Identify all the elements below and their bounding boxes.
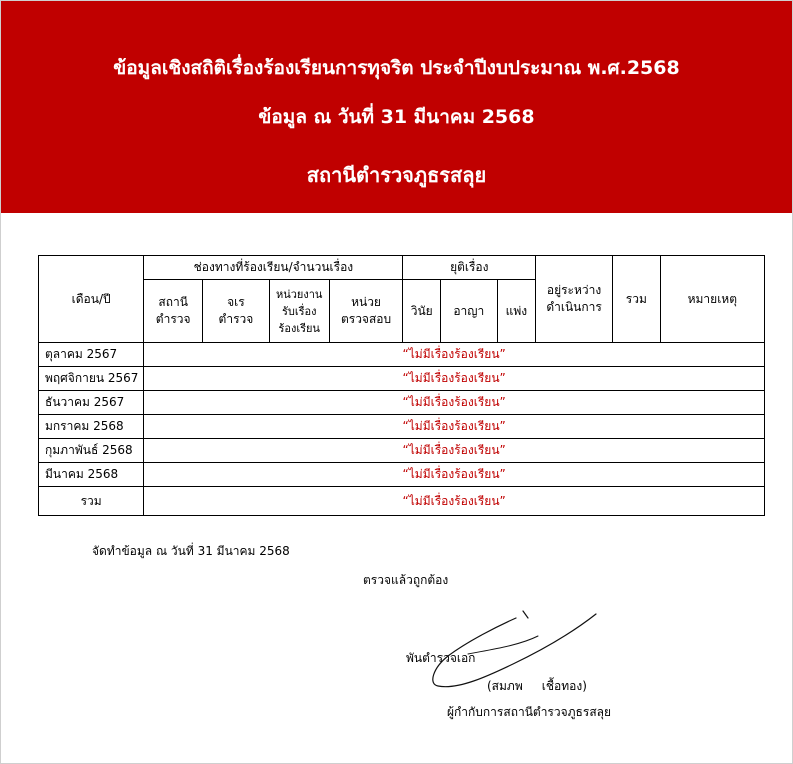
total-row [39, 487, 765, 516]
table-row [39, 415, 765, 439]
total-label: รวม [39, 487, 144, 516]
subheader-audit: หน่วย ตรวจสอบ [329, 280, 403, 343]
row-month: ธันวาคม 2567 [39, 391, 144, 415]
header-channels: ช่องทางที่ร้องเรียน/จำนวนเรื่อง [144, 256, 403, 280]
row-month: พฤศจิกายน 2567 [39, 367, 144, 391]
report-header [1, 1, 792, 213]
complaint-table [38, 255, 765, 516]
row-month: ตุลาคม 2567 [39, 343, 144, 367]
table-row [39, 439, 765, 463]
subheader-agency: หน่วยงาน รับเรื่อง ร้องเรียน [269, 280, 329, 343]
prepared-date: จัดทำข้อมูล ณ วันที่ 31 มีนาคม 2568 [92, 544, 290, 558]
row-month: มีนาคม 2568 [39, 463, 144, 487]
subheader-discipline: วินัย [403, 280, 440, 343]
header-remark: หมายเหตุ [660, 256, 764, 343]
row-no-complaint: “ไม่มีเรื่องร้องเรียน” [144, 391, 765, 415]
header-total: รวม [613, 256, 661, 343]
table-row [39, 391, 765, 415]
subheader-patrol: จเร ตำรวจ [203, 280, 270, 343]
verified-text: ตรวจแล้วถูกต้อง [363, 573, 449, 587]
report-title: ข้อมูลเชิงสถิติเรื่องร้องเรียนการทุจริต ประจำปีงบประมาณ พ.ศ.2568 [113, 57, 680, 79]
row-no-complaint: “ไม่มีเรื่องร้องเรียน” [144, 463, 765, 487]
table-row [39, 343, 765, 367]
subheader-station: สถานี ตำรวจ [144, 280, 203, 343]
signer-rank: พันตำรวจเอก [406, 651, 476, 665]
subheader-civil: แพ่ง [497, 280, 535, 343]
row-no-complaint: “ไม่มีเรื่องร้องเรียน” [144, 343, 765, 367]
header-resolved: ยุติเรื่อง [403, 256, 536, 280]
subheader-criminal: อาญา [440, 280, 497, 343]
signer-name: (สมภพ เชื้อทอง) [487, 679, 587, 693]
row-no-complaint: “ไม่มีเรื่องร้องเรียน” [144, 415, 765, 439]
header-month: เดือน/ปี [39, 256, 144, 343]
row-no-complaint: “ไม่มีเรื่องร้องเรียน” [144, 439, 765, 463]
row-month: มกราคม 2568 [39, 415, 144, 439]
total-no-complaint: “ไม่มีเรื่องร้องเรียน” [144, 487, 765, 516]
table-row [39, 463, 765, 487]
report-date: ข้อมูล ณ วันที่ 31 มีนาคม 2568 [258, 106, 535, 128]
row-month: กุมภาพันธ์ 2568 [39, 439, 144, 463]
signer-position: ผู้กำกับการสถานีตำรวจภูธรสลุย [447, 705, 612, 719]
table-row [39, 367, 765, 391]
header-in-progress: อยู่ระหว่าง ดำเนินการ [536, 256, 613, 343]
station-name: สถานีตำรวจภูธรสลุย [306, 163, 487, 187]
row-no-complaint: “ไม่มีเรื่องร้องเรียน” [144, 367, 765, 391]
